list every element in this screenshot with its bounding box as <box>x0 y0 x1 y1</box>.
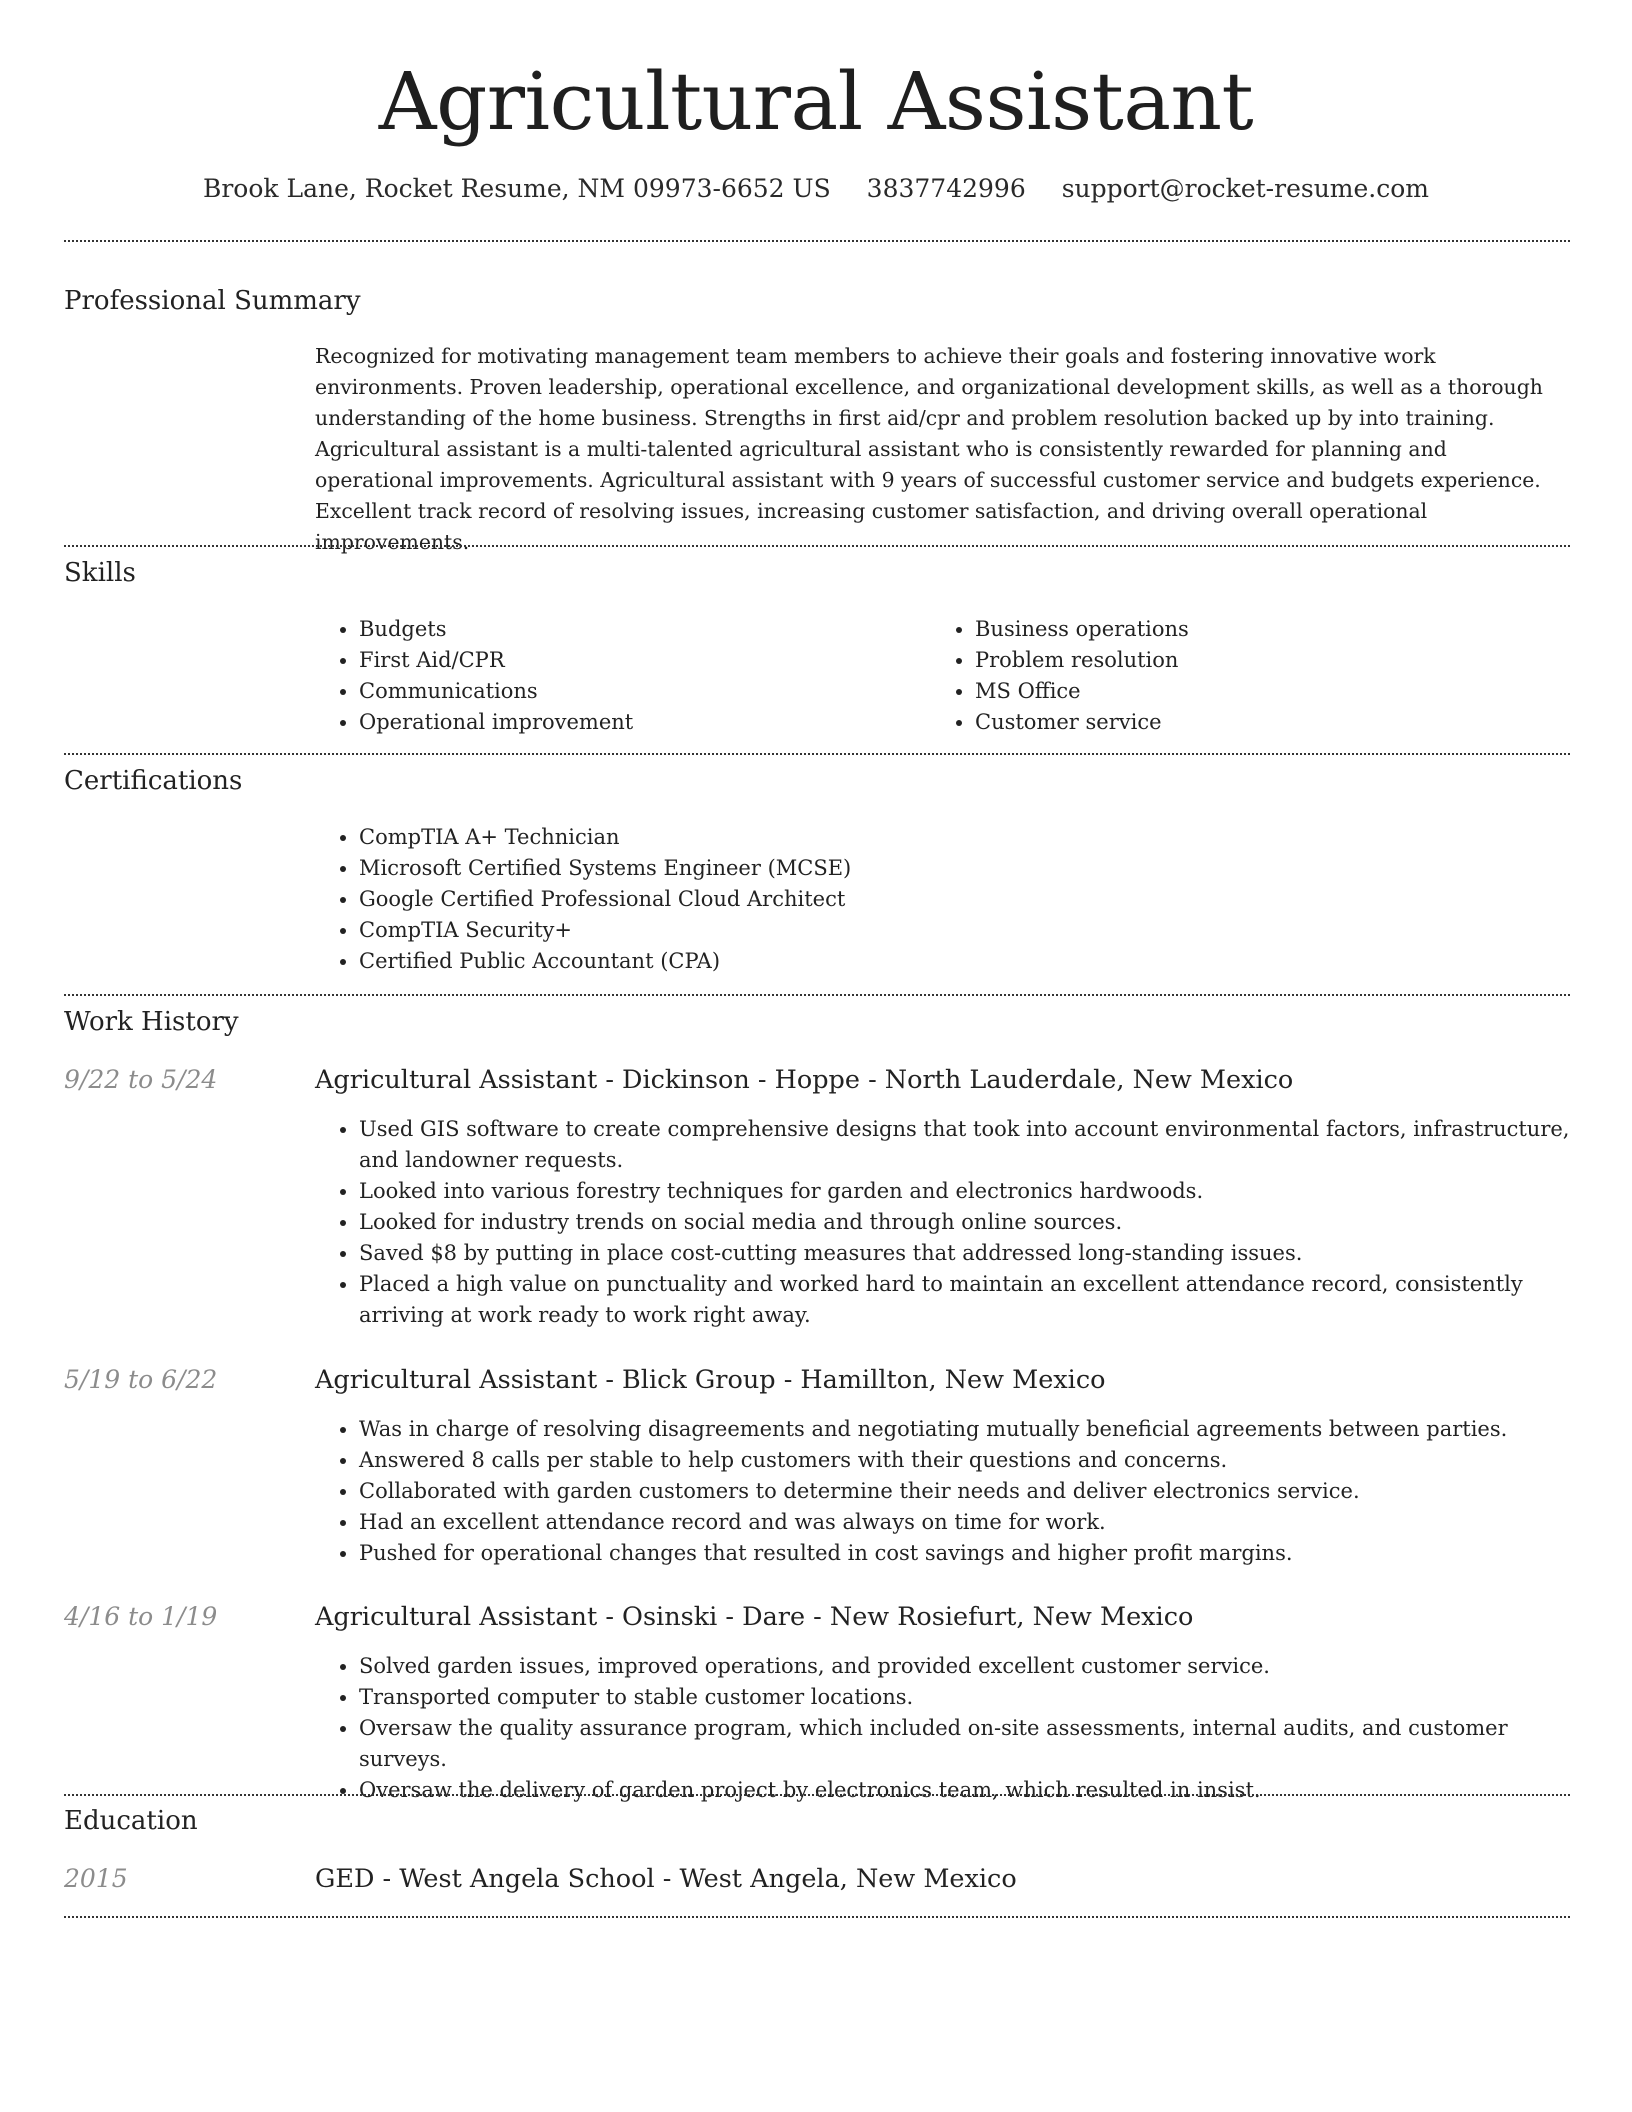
skills-list-left <box>315 614 919 738</box>
job-bullet: • Used GIS software to create comprehensive designs that took into account environmental factors, infrastructure, and landowner requests. <box>359 1114 1571 1176</box>
certifications-list <box>315 822 1571 977</box>
section-divider <box>64 1916 1570 1918</box>
job-title: Agricultural Assistant - Blick Group - Hamillton, New Mexico <box>315 1365 1106 1395</box>
certifications-heading: Certifications <box>64 766 243 796</box>
skill-item: • Operational improvement <box>359 707 919 738</box>
section-divider <box>64 545 1570 547</box>
skill-item: • Business operations <box>975 614 1575 645</box>
job-bullet: • Collaborated with garden customers to determine their needs and deliver electronics service. <box>359 1476 1571 1507</box>
education-heading: Education <box>64 1806 198 1836</box>
job-bullet: • Was in charge of resolving disagreements and negotiating mutually beneficial agreements between parties. <box>359 1414 1571 1445</box>
skill-item: • Communications <box>359 676 919 707</box>
section-divider <box>64 240 1570 242</box>
section-divider <box>64 753 1570 755</box>
education-year: 2015 <box>64 1864 128 1893</box>
job-title: Agricultural Assistant - Dickinson - Hoppe - North Lauderdale, New Mexico <box>315 1065 1294 1095</box>
skill-item: • Budgets <box>359 614 919 645</box>
skills-list-right <box>931 614 1575 738</box>
work-history-heading: Work History <box>64 1007 239 1037</box>
candidate-name: Agricultural Assistant <box>378 55 1254 148</box>
skill-item: • First Aid/CPR <box>359 645 919 676</box>
contact-address: Brook Lane, Rocket Resume, NM 09973-6652 US <box>202 174 831 203</box>
job-bullet: • Looked into various forestry techniques for garden and electronics hardwoods. <box>359 1176 1571 1207</box>
job-bullet: • Oversaw the quality assurance program, which included on-site assessments, internal audits, and customer surveys. <box>359 1713 1571 1775</box>
contact-line <box>0 172 1632 206</box>
job-bullet: • Placed a high value on punctuality and worked hard to maintain an excellent attendance record, consistently arriving at work ready to work right away. <box>359 1269 1571 1331</box>
certification-item: • CompTIA Security+ <box>359 915 1571 946</box>
education-entry: GED - West Angela School - West Angela, New Mexico <box>315 1864 1017 1894</box>
certification-item: • Google Certified Professional Cloud Architect <box>359 884 1571 915</box>
contact-phone: 3837742996 <box>866 174 1026 203</box>
job-title: Agricultural Assistant - Osinski - Dare - New Rosiefurt, New Mexico <box>315 1602 1194 1632</box>
summary-heading: Professional Summary <box>64 286 361 316</box>
job-bullet: • Answered 8 calls per stable to help customers with their questions and concerns. <box>359 1445 1571 1476</box>
job-dates: 9/22 to 5/24 <box>64 1065 218 1094</box>
summary-text: Recognized for motivating management team members to achieve their goals and fostering innovative work environments. Proven leadership, operational excellence, and organizational development skills, as well as a thorough understanding of the home business. Strengths in first aid/cpr and problem resolution backed up by into training. Agricultural assistant is a multi-talented agricultural assistant who is consistently rewarded for planning and operational improvements. Agricultural assistant with 9 years of successful customer service and budgets experience. Excellent track record of resolving issues, increasing customer satisfaction, and driving overall operational improvements. <box>315 344 1543 554</box>
section-divider <box>64 994 1570 996</box>
job-bullet: • Looked for industry trends on social media and through online sources. <box>359 1207 1571 1238</box>
job-dates: 4/16 to 1/19 <box>64 1602 218 1631</box>
skill-item: • Problem resolution <box>975 645 1575 676</box>
skills-heading: Skills <box>64 558 136 588</box>
job-bullet: • Saved $8 by putting in place cost-cutting measures that addressed long-standing issues. <box>359 1238 1571 1269</box>
certification-item: • Certified Public Accountant (CPA) <box>359 946 1571 977</box>
job-bullet: • Oversaw the delivery of garden project by electronics team, which resulted in insist. <box>359 1775 1571 1806</box>
job-bullet: • Pushed for operational changes that resulted in cost savings and higher profit margins. <box>359 1538 1571 1569</box>
job-bullet: • Had an excellent attendance record and was always on time for work. <box>359 1507 1571 1538</box>
certification-item: • Microsoft Certified Systems Engineer (MCSE) <box>359 853 1571 884</box>
skill-item: • MS Office <box>975 676 1575 707</box>
job-bullet: • Transported computer to stable customer locations. <box>359 1682 1571 1713</box>
job-bullets <box>315 1114 1571 1331</box>
job-dates: 5/19 to 6/22 <box>64 1365 218 1394</box>
section-divider <box>64 1794 1570 1796</box>
job-bullets <box>315 1651 1571 1806</box>
job-bullet: • Solved garden issues, improved operations, and provided excellent customer service. <box>359 1651 1571 1682</box>
skill-item: • Customer service <box>975 707 1575 738</box>
job-bullets <box>315 1414 1571 1569</box>
certification-item: • CompTIA A+ Technician <box>359 822 1571 853</box>
contact-email: support@rocket-resume.com <box>1061 174 1429 203</box>
